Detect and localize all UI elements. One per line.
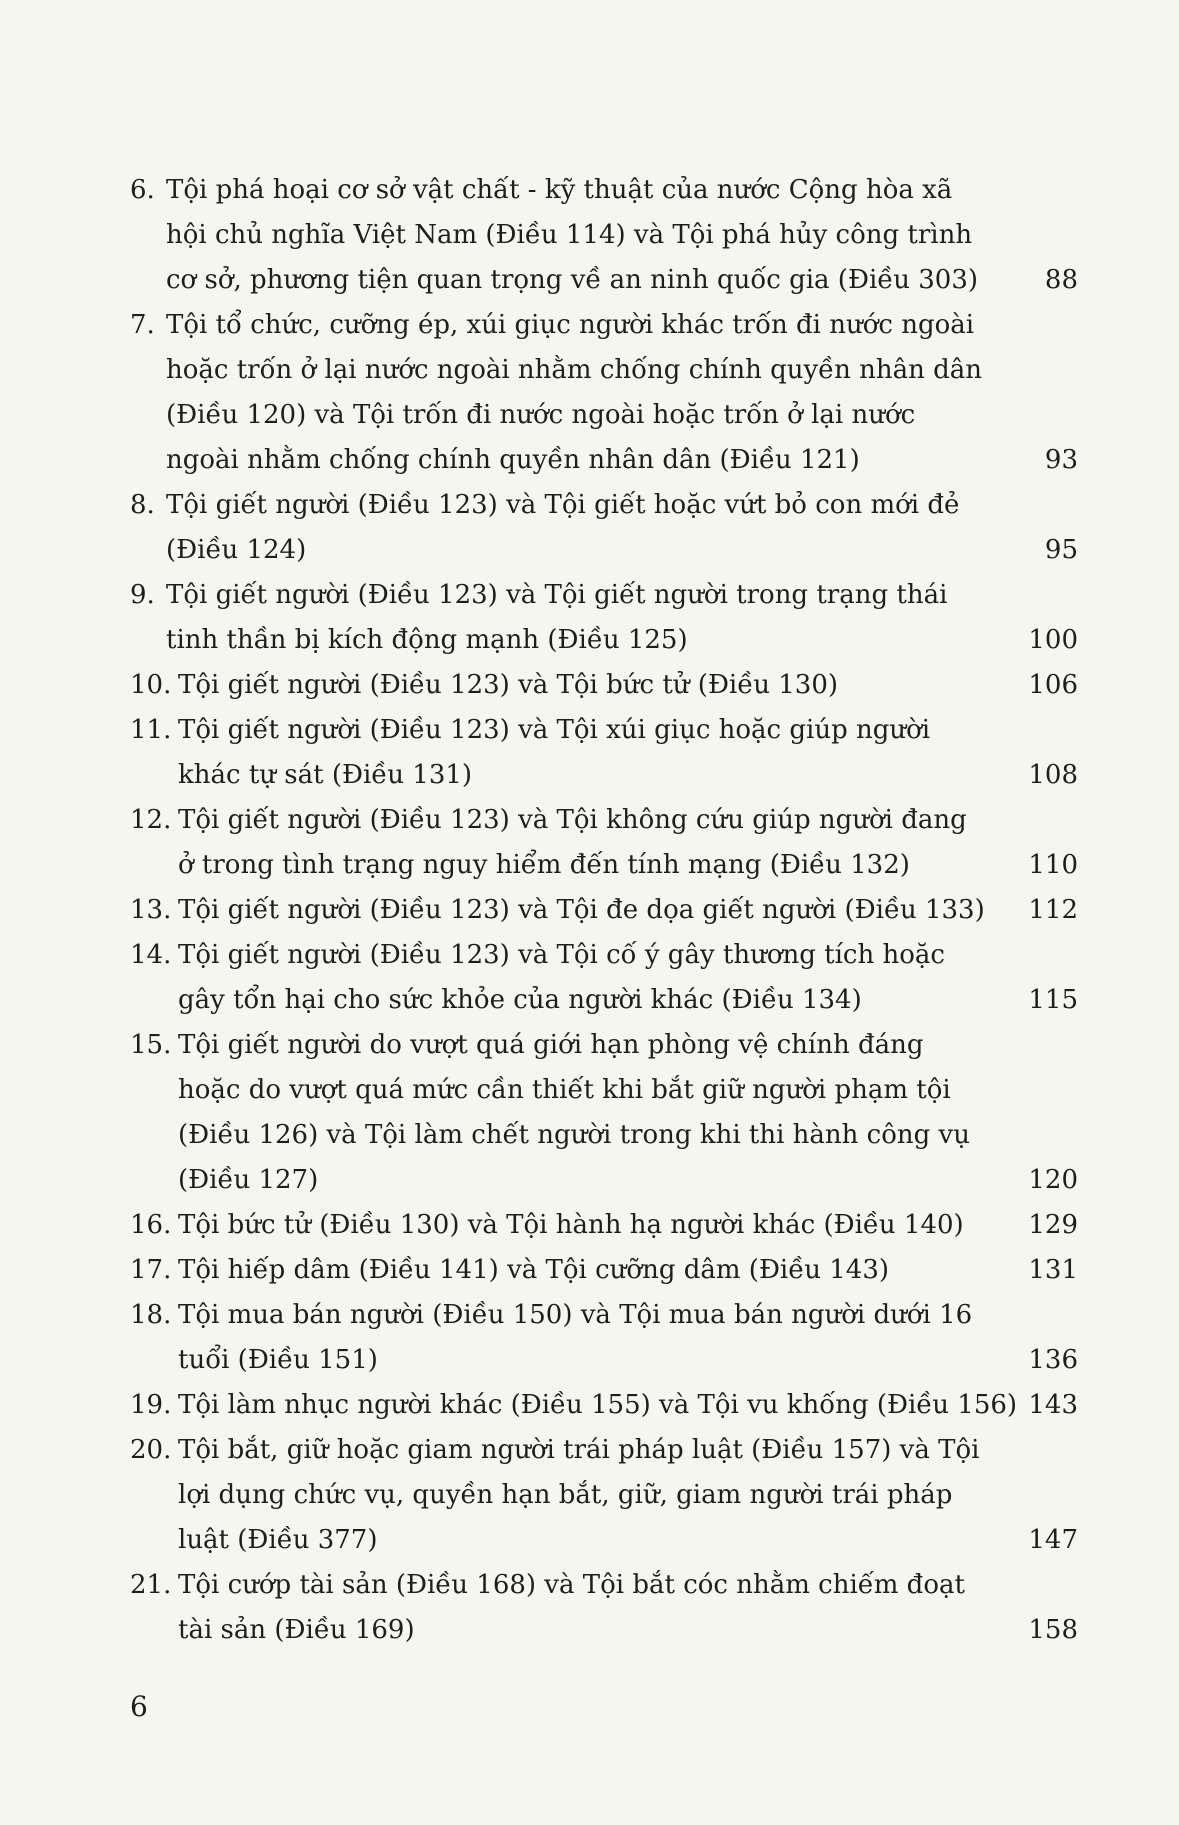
toc-entry-text: Tội hiếp dâm (Điều 141) và Tội cưỡng dâm (Điều 143)	[178, 1255, 890, 1285]
toc-entry-text: cơ sở, phương tiện quan trọng về an ninh quốc gia (Điều 303)	[166, 265, 979, 295]
toc-entry-text: ở trong tình trạng nguy hiểm đến tính mạng (Điều 132)	[178, 850, 910, 880]
toc-entry-text: Tội bức tử (Điều 130) và Tội hành hạ người khác (Điều 140)	[178, 1210, 964, 1240]
toc-entry-text: tài sản (Điều 169)	[178, 1615, 415, 1645]
toc-line	[130, 1293, 1078, 1338]
toc-entry-number: 19.	[130, 1390, 172, 1420]
toc-entry	[130, 1563, 1078, 1653]
toc-line	[130, 1428, 1078, 1473]
toc-entry-text: hoặc trốn ở lại nước ngoài nhằm chống chính quyền nhân dân	[166, 355, 983, 385]
toc-entry-text: Tội mua bán người (Điều 150) và Tội mua bán người dưới 16	[178, 1300, 973, 1330]
toc-entry-number: 13.	[130, 895, 172, 925]
toc-line	[130, 1068, 1078, 1113]
toc-line	[130, 573, 1078, 618]
toc-entry	[130, 933, 1078, 1023]
toc-line	[130, 528, 1078, 573]
toc-line	[130, 438, 1078, 483]
toc-entry-text: khác tự sát (Điều 131)	[178, 760, 473, 790]
toc-entry-text: Tội làm nhục người khác (Điều 155) và Tội vu khống (Điều 156)	[178, 1390, 1018, 1420]
toc-entry-text: Tội giết người (Điều 123) và Tội giết người trong trạng thái	[166, 580, 948, 610]
toc-entry-text: luật (Điều 377)	[178, 1525, 378, 1555]
toc-page-number: 158	[1028, 1615, 1078, 1645]
toc-entry-text: Tội tổ chức, cưỡng ép, xúi giục người khác trốn đi nước ngoài	[166, 310, 975, 340]
toc-entry	[130, 663, 1078, 708]
toc-entry-text: hoặc do vượt quá mức cần thiết khi bắt giữ người phạm tội	[178, 1075, 951, 1105]
toc-entry	[130, 888, 1078, 933]
page-number: 6	[130, 1690, 148, 1723]
toc-entry-text: (Điều 126) và Tội làm chết người trong khi thi hành công vụ	[178, 1120, 970, 1150]
toc-entry	[130, 168, 1078, 303]
toc-entry	[130, 798, 1078, 888]
toc-entry-text: Tội giết người (Điều 123) và Tội xúi giục hoặc giúp người	[178, 715, 931, 745]
toc-line	[130, 708, 1078, 753]
toc-line	[130, 1563, 1078, 1608]
toc-entry	[130, 573, 1078, 663]
toc-line	[130, 168, 1078, 213]
toc-page-number: 129	[1028, 1210, 1078, 1240]
toc-entry-text: Tội cướp tài sản (Điều 168) và Tội bắt cóc nhằm chiếm đoạt	[178, 1570, 965, 1600]
toc-page-number: 112	[1028, 895, 1078, 925]
toc-line	[130, 1473, 1078, 1518]
toc-entry-number: 18.	[130, 1300, 172, 1330]
toc-entry	[130, 1203, 1078, 1248]
toc-page-number: 147	[1028, 1525, 1078, 1555]
toc-entry	[130, 1248, 1078, 1293]
toc-line	[130, 393, 1078, 438]
toc-entry-text: (Điều 127)	[178, 1165, 319, 1195]
toc-line	[130, 213, 1078, 258]
toc-entry-number: 12.	[130, 805, 172, 835]
toc-entry-text: Tội phá hoại cơ sở vật chất - kỹ thuật của nước Cộng hòa xã	[166, 175, 953, 205]
toc-entry-text: lợi dụng chức vụ, quyền hạn bắt, giữ, giam người trái pháp	[178, 1480, 953, 1510]
toc-line	[130, 1023, 1078, 1068]
toc-entry-text: Tội giết người (Điều 123) và Tội không cứu giúp người đang	[178, 805, 967, 835]
toc-entry-text: ngoài nhằm chống chính quyền nhân dân (Điều 121)	[166, 445, 860, 475]
toc-line	[130, 303, 1078, 348]
toc-line	[130, 663, 1078, 708]
toc-line	[130, 1518, 1078, 1563]
toc-line	[130, 1158, 1078, 1203]
toc-entry-text: gây tổn hại cho sức khỏe của người khác (Điều 134)	[178, 985, 862, 1015]
toc-entry-number: 9.	[130, 580, 155, 610]
toc-page-number: 115	[1028, 985, 1078, 1015]
toc-entry-number: 21.	[130, 1570, 172, 1600]
toc-page-number: 88	[1044, 265, 1078, 295]
toc-page-number: 110	[1028, 850, 1078, 880]
toc-entry-text: Tội bắt, giữ hoặc giam người trái pháp luật (Điều 157) và Tội	[178, 1435, 980, 1465]
toc-entry-number: 17.	[130, 1255, 172, 1285]
toc-line	[130, 1383, 1078, 1428]
toc-entry-number: 11.	[130, 715, 172, 745]
toc-line	[130, 1248, 1078, 1293]
toc-line	[130, 888, 1078, 933]
toc-entry-number: 14.	[130, 940, 172, 970]
toc-entry-text: (Điều 120) và Tội trốn đi nước ngoài hoặc trốn ở lại nước	[166, 400, 916, 430]
toc-line	[130, 798, 1078, 843]
toc-line	[130, 258, 1078, 303]
toc-entry-number: 6.	[130, 175, 155, 205]
toc-line	[130, 348, 1078, 393]
toc-line	[130, 1608, 1078, 1653]
toc-entry-text: Tội giết người do vượt quá giới hạn phòng vệ chính đáng	[178, 1030, 924, 1060]
toc-page-number: 136	[1028, 1345, 1078, 1375]
toc-entry-number: 7.	[130, 310, 155, 340]
toc-entry	[130, 1293, 1078, 1383]
toc-page-number: 143	[1028, 1390, 1078, 1420]
toc-entry-number: 8.	[130, 490, 155, 520]
toc-line	[130, 933, 1078, 978]
toc-entry-number: 20.	[130, 1435, 172, 1465]
toc-line	[130, 618, 1078, 663]
toc-line	[130, 843, 1078, 888]
toc-page-number: 100	[1028, 625, 1078, 655]
toc-entry-text: Tội giết người (Điều 123) và Tội giết hoặc vứt bỏ con mới đẻ	[166, 490, 960, 520]
toc-entry-text: Tội giết người (Điều 123) và Tội bức tử (Điều 130)	[178, 670, 839, 700]
toc-page-number: 120	[1028, 1165, 1078, 1195]
toc-entry-text: tinh thần bị kích động mạnh (Điều 125)	[166, 625, 688, 655]
toc-entry	[130, 1383, 1078, 1428]
toc-page-number: 108	[1028, 760, 1078, 790]
toc-line	[130, 1113, 1078, 1158]
toc-page-number: 131	[1028, 1255, 1078, 1285]
toc-entry	[130, 708, 1078, 798]
toc-line	[130, 1338, 1078, 1383]
toc-entry-text: Tội giết người (Điều 123) và Tội cố ý gây thương tích hoặc	[178, 940, 945, 970]
toc-entry	[130, 1428, 1078, 1563]
toc-page-number: 93	[1044, 445, 1078, 475]
toc-entry	[130, 1023, 1078, 1203]
toc-entry-text: (Điều 124)	[166, 535, 307, 565]
toc-page-number: 95	[1044, 535, 1078, 565]
toc-line	[130, 483, 1078, 528]
toc-entry	[130, 483, 1078, 573]
toc-line	[130, 1203, 1078, 1248]
toc-entry-text: tuổi (Điều 151)	[178, 1345, 378, 1375]
toc-page-number: 106	[1028, 670, 1078, 700]
toc-entry-text: Tội giết người (Điều 123) và Tội đe dọa giết người (Điều 133)	[178, 895, 985, 925]
toc-entry	[130, 303, 1078, 483]
table-of-contents	[130, 168, 1078, 1653]
toc-line	[130, 978, 1078, 1023]
toc-entry-number: 16.	[130, 1210, 172, 1240]
toc-entry-number: 10.	[130, 670, 172, 700]
toc-line	[130, 753, 1078, 798]
toc-entry-number: 15.	[130, 1030, 172, 1060]
toc-entry-text: hội chủ nghĩa Việt Nam (Điều 114) và Tội phá hủy công trình	[166, 220, 973, 250]
